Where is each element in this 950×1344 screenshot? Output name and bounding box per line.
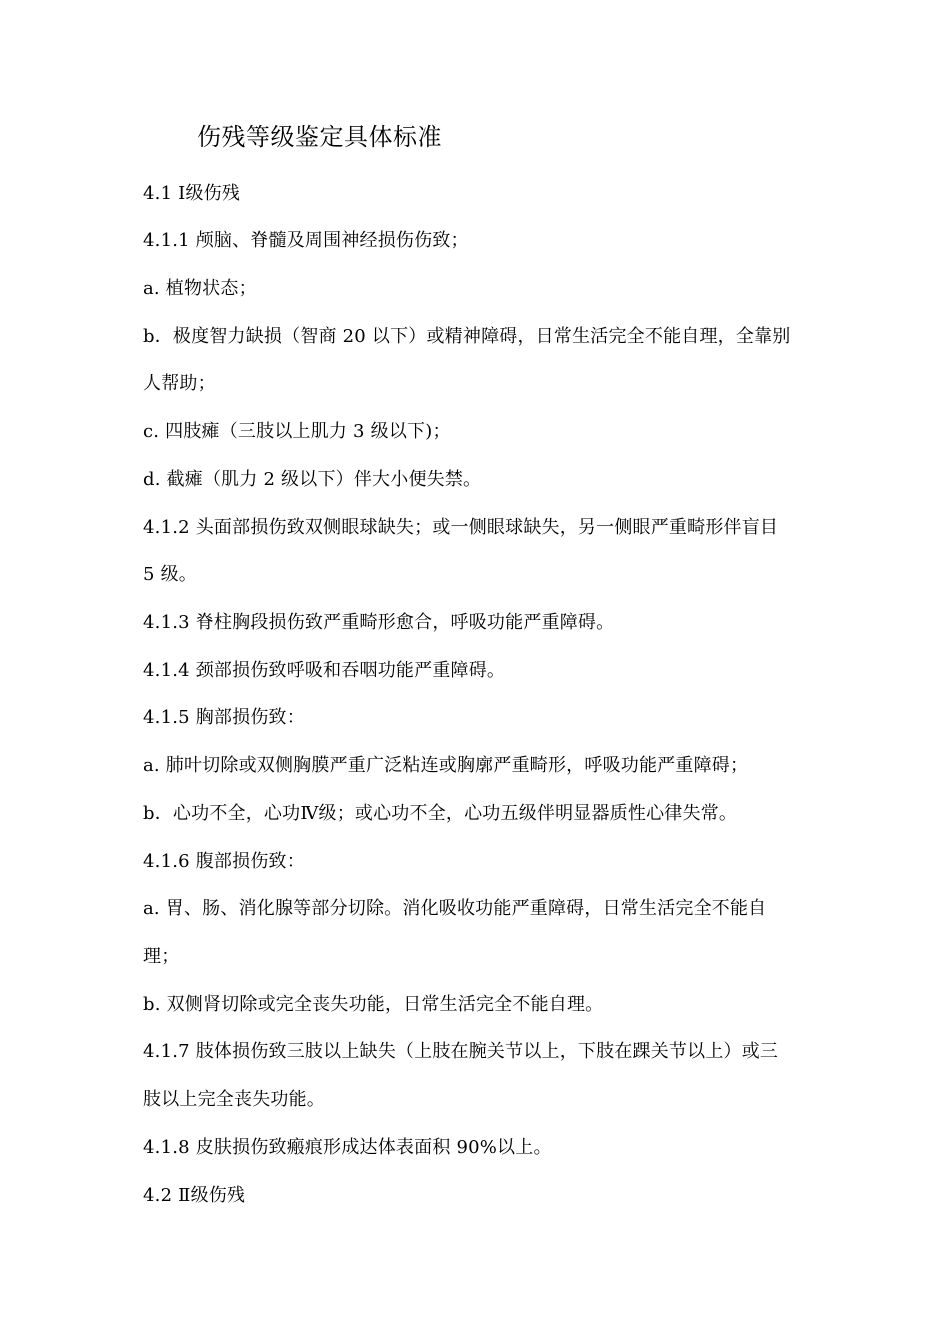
item-b-intellect: b．极度智力缺损（智商 20 以下）或精神障碍，日常生活完全不能自理，全靠别 [143,326,791,347]
item-c-quadriplegia: c. 四肢瘫（三肢以上肌力 3 级以下)； [143,421,451,442]
clause-4-1-5: 4.1.5 胸部损伤致： [143,707,305,728]
clause-4-1-2-continuation: 5 级。 [143,564,197,585]
clause-4-1-1: 4.1.1 颅脑、脊髓及周围神经损伤伤致； [143,230,469,251]
item-b-kidney: b. 双侧肾切除或完全丧失功能，日常生活完全不能自理。 [143,994,604,1015]
section-heading-4-1: 4.1 Ⅰ级伤残 [143,183,241,204]
clause-4-1-8: 4.1.8 皮肤损伤致瘢痕形成达体表面积 90%以上。 [143,1137,552,1158]
clause-4-1-7-continuation: 肢以上完全丧失功能。 [143,1089,325,1110]
clause-4-1-7: 4.1.7 肢体损伤致三肢以上缺失（上肢在腕关节以上，下肢在踝关节以上）或三 [143,1041,779,1062]
item-a-stomach: a. 胃、肠、消化腺等部分切除。消化吸收功能严重障碍，日常生活完全不能自 [143,898,767,919]
section-heading-4-2: 4.2 Ⅱ级伤残 [143,1185,246,1206]
item-a-lung: a. 肺叶切除或双侧胸膜严重广泛粘连或胸廓严重畸形，呼吸功能严重障碍； [143,755,749,776]
item-b-heart: b．心功不全，心功Ⅳ级；或心功不全，心功五级伴明显器质性心律失常。 [143,803,738,824]
document-title: 伤残等级鉴定具体标准 [197,123,442,151]
item-a-continuation: 理； [143,946,180,967]
clause-4-1-2: 4.1.2 头面部损伤致双侧眼球缺失；或一侧眼球缺失，另一侧眼严重畸形伴盲目 [143,517,779,538]
item-a-vegetative: a. 植物状态； [143,278,257,299]
item-d-paraplegia: d. 截瘫（肌力 2 级以下）伴大小便失禁。 [143,469,482,490]
clause-4-1-4: 4.1.4 颈部损伤致呼吸和吞咽功能严重障碍。 [143,660,506,681]
clause-4-1-3: 4.1.3 脊柱胸段损伤致严重畸形愈合，呼吸功能严重障碍。 [143,612,615,633]
clause-4-1-6: 4.1.6 腹部损伤致： [143,851,305,872]
item-b-continuation: 人帮助； [143,373,216,394]
